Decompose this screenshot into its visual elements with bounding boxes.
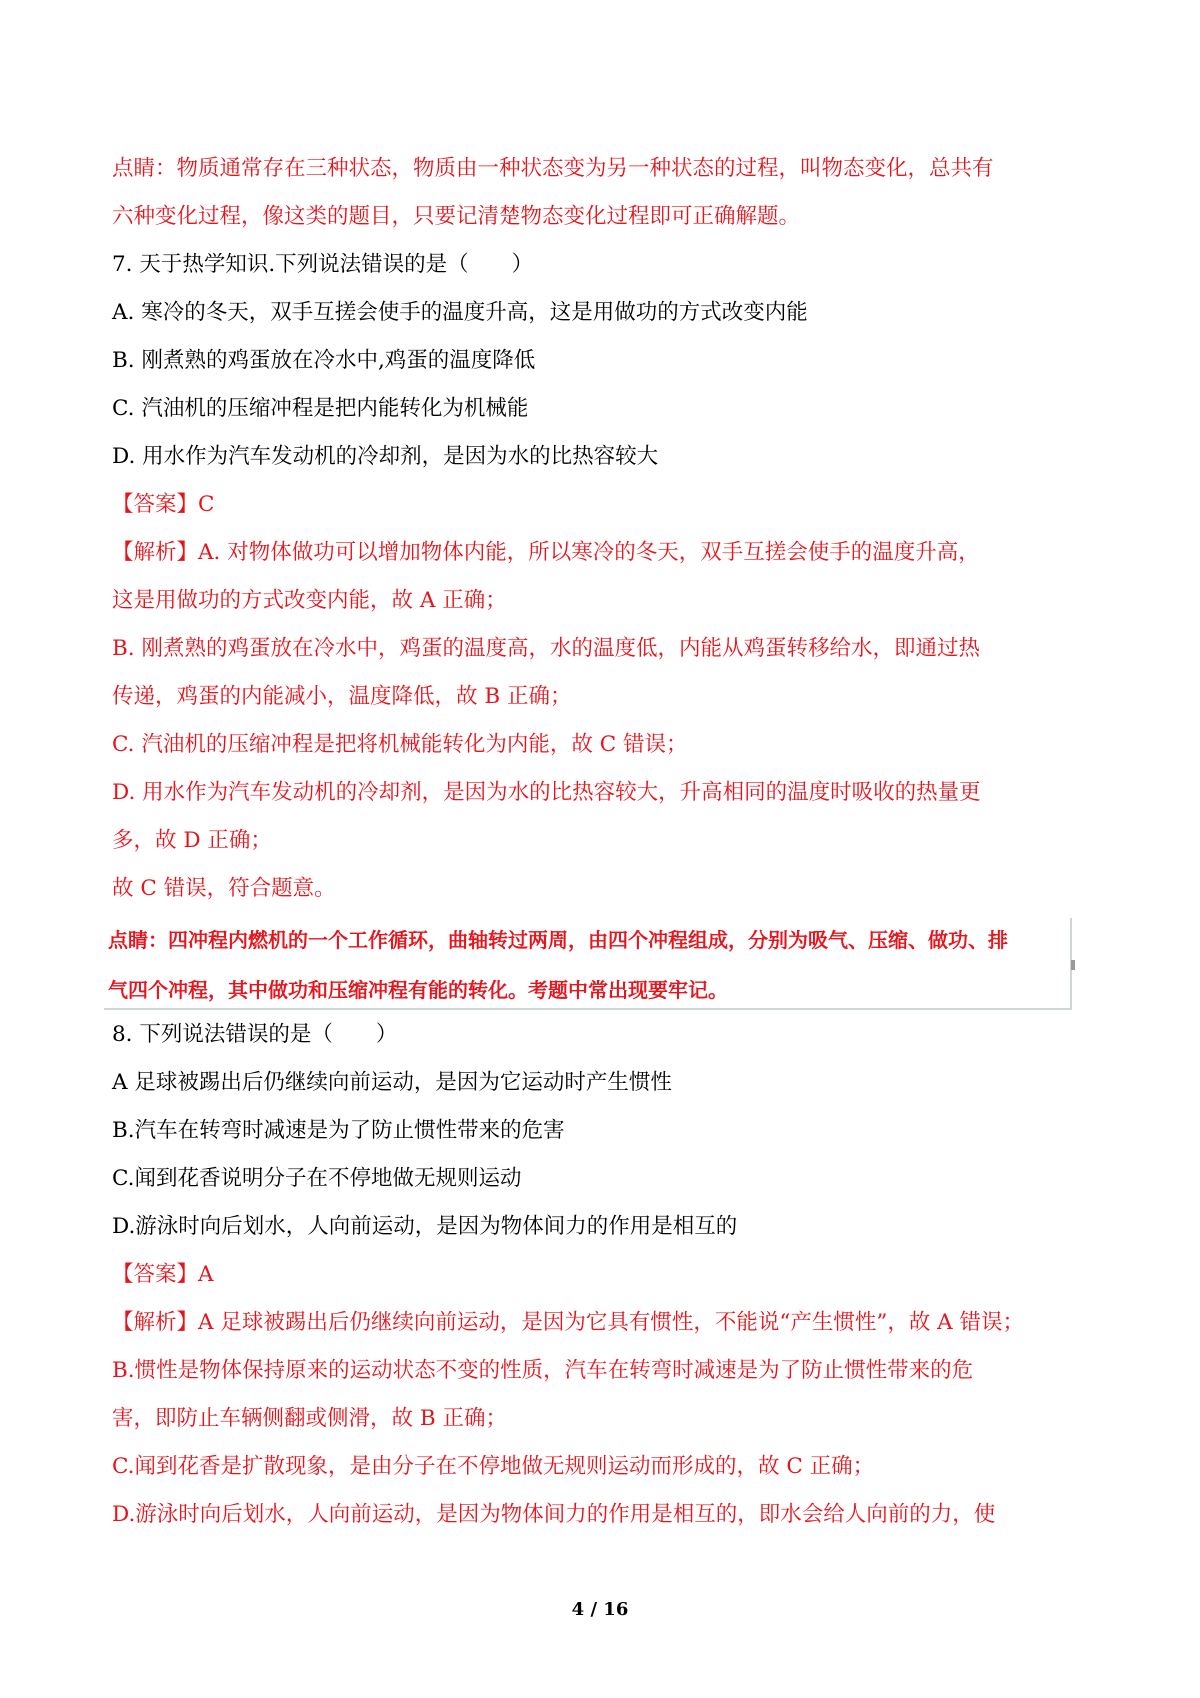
question-7-answer: 【答案】C [112,492,215,517]
question-7-option-d: D. 用水作为汽车发动机的冷却剂，是因为水的比热容较大 [112,444,659,469]
question-8-stem: 8. 下列说法错误的是（ ） [112,1022,398,1047]
question-8-analysis-4: C.闻到花香是扩散现象，是由分子在不停地做无规则运动而形成的，故 C 正确； [112,1454,875,1479]
tip-line-2: 六种变化过程，像这类的题目，只要记清楚物态变化过程即可正确解题。 [112,204,801,229]
question-7-analysis-6: D. 用水作为汽车发动机的冷却剂，是因为水的比热容较大，升高相同的温度时吸收的热量更 [112,780,981,805]
question-7-analysis-4: 传递，鸡蛋的内能减小，温度降低，故 B 正确； [112,684,572,709]
question-8-analysis-5: D.游泳时向后划水，人向前运动，是因为物体间力的作用是相互的，即水会给人向前的力，使 [112,1502,996,1527]
question-7-option-a: A. 寒冷的冬天，双手互搓会使手的温度升高，这是用做功的方式改变内能 [112,300,808,325]
question-7-analysis-7: 多，故 D 正确； [112,828,272,853]
question-8-option-b: B.汽车在转弯时减速是为了防止惯性带来的危害 [112,1118,565,1143]
question-8-analysis-2: B.惯性是物体保持原来的运动状态不变的性质，汽车在转弯时减速是为了防止惯性带来的危 [112,1358,974,1383]
question-8-option-d: D.游泳时向后划水，人向前运动，是因为物体间力的作用是相互的 [112,1214,738,1239]
question-7-conclusion: 故 C 错误，符合题意。 [112,876,336,901]
question-8-analysis-3: 害，即防止车辆侧翻或侧滑，故 B 正确； [112,1406,507,1431]
question-7-analysis-3: B. 刚煮熟的鸡蛋放在冷水中，鸡蛋的温度高，水的温度低，内能从鸡蛋转移给水，即通过热 [112,636,980,661]
tip-box-line-1: 点睛：四冲程内燃机的一个工作循环，曲轴转过两周，由四个冲程组成，分别为吸气、压缩、做功、排 [108,928,1008,952]
scroll-marker-icon [1071,960,1075,970]
question-8-answer: 【答案】A [112,1262,214,1287]
question-8-option-c: C.闻到花香说明分子在不停地做无规则运动 [112,1166,522,1191]
question-7-option-b: B. 刚煮熟的鸡蛋放在冷水中,鸡蛋的温度降低 [112,348,536,373]
tip-box-line-2: 气四个冲程，其中做功和压缩冲程有能的转化。考题中常出现要牢记。 [108,978,728,1002]
question-7-option-c: C. 汽油机的压缩冲程是把内能转化为机械能 [112,396,529,421]
tip-line-1: 点睛：物质通常存在三种状态，物质由一种状态变为另一种状态的过程，叫物态变化，总共有 [112,156,994,181]
question-7-analysis-5: C. 汽油机的压缩冲程是把将机械能转化为内能，故 C 错误； [112,732,688,757]
question-8-analysis-1: 【解析】A 足球被踢出后仍继续向前运动，是因为它具有惯性，不能说“产生惯性”，故 A 错误； [112,1310,1025,1335]
question-8-option-a: A 足球被踢出后仍继续向前运动，是因为它运动时产生惯性 [112,1070,672,1095]
question-7-stem: 7. 天于热学知识.下列说法错误的是（ ） [112,252,534,277]
question-7-analysis-1: 【解析】A. 对物体做功可以增加物体内能，所以寒冷的冬天，双手互搓会使手的温度升高， [112,540,980,565]
question-7-analysis-2: 这是用做功的方式改变内能，故 A 正确； [112,588,507,613]
page-number: 4 / 16 [571,1599,629,1620]
tip-image-box [104,918,1072,1010]
